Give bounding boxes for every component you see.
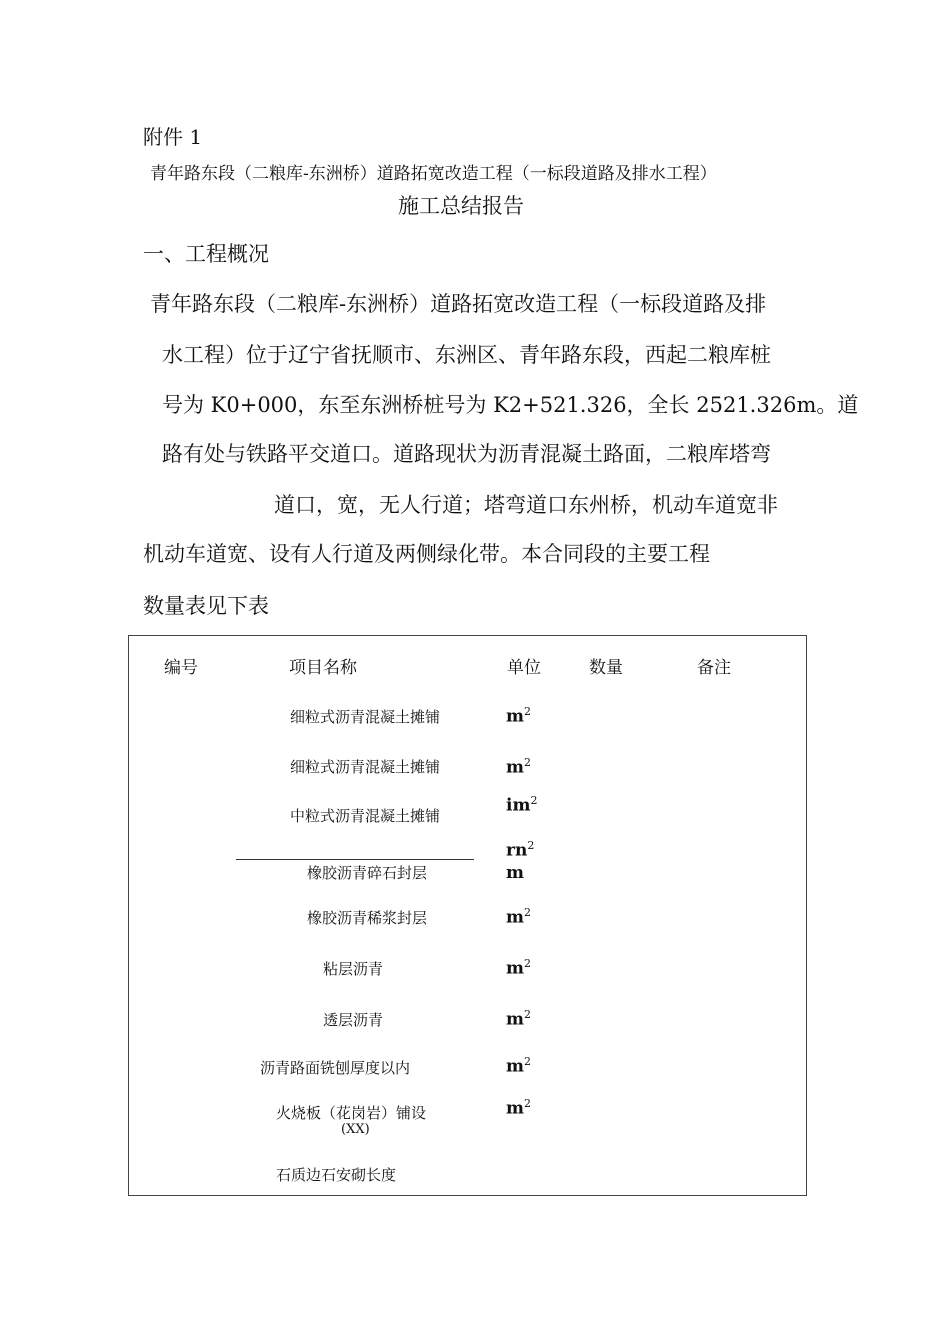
table-row-unit: $m^2$ — [506, 705, 531, 727]
table-row-item-name: 细粒式沥青混凝土摊铺 — [290, 758, 441, 776]
table-row-item-name: 中粒式沥青混凝土摊铺 — [290, 807, 441, 825]
table-row-item-name: 火烧板（花岗岩）铺设 — [276, 1104, 427, 1122]
table-row-unit: $m^2$ — [506, 1008, 531, 1030]
table-row-unit: $im^2$ — [506, 794, 538, 816]
table-header-note: 备注 — [697, 658, 731, 678]
quantity-table — [128, 635, 807, 1196]
paragraph-line: 青年路东段（二粮库-东洲桥）道路拓宽改造工程（一标段道路及排 — [150, 292, 767, 316]
table-row-item-name: 橡胶沥青碎石封层 — [307, 864, 428, 882]
paragraph-line: 号为 K0+000，东至东洲桥桩号为 K2+521.326，全长 2521.326m。道 — [162, 393, 859, 417]
table-header-unit: 单位 — [507, 658, 541, 678]
table-row-unit: $m^2$ — [506, 906, 531, 928]
table-row-item-name: 石质边石安砌长度 — [276, 1166, 397, 1184]
attachment-label: 附件 1 — [143, 125, 203, 149]
table-row-unit: $rn^2$ — [506, 839, 535, 861]
section-heading: 一、工程概况 — [143, 242, 269, 266]
paragraph-line: 水工程）位于辽宁省抚顺市、东洲区、青年路东段，西起二粮库桩 — [162, 343, 771, 367]
table-header-qty: 数量 — [589, 658, 623, 678]
table-row-item-name-sub: (XX) — [341, 1122, 370, 1137]
document-subtitle: 施工总结报告 — [398, 194, 524, 218]
table-rule-line — [236, 859, 474, 860]
paragraph-line: 路有处与铁路平交道口。道路现状为沥青混凝土路面，二粮库塔弯 — [162, 442, 771, 466]
table-row-unit: $m^2$ — [506, 957, 531, 979]
table-row-unit-extra: m — [506, 863, 524, 883]
table-row-item-name: 粘层沥青 — [323, 960, 384, 978]
table-row-unit: $m^2$ — [506, 1097, 531, 1119]
table-header-name: 项目名称 — [289, 658, 357, 678]
table-row-item-name: 细粒式沥青混凝土摊铺 — [290, 708, 441, 726]
table-header-no: 编号 — [164, 658, 198, 678]
table-row-item-name: 橡胶沥青稀浆封层 — [307, 909, 428, 927]
paragraph-line: 机动车道宽、设有人行道及两侧绿化带。本合同段的主要工程 — [143, 542, 710, 566]
paragraph-line: 道口，宽，无人行道；塔弯道口东州桥，机动车道宽非 — [274, 493, 778, 517]
paragraph-line: 数量表见下表 — [143, 594, 269, 618]
table-row-item-name: 沥青路面铣刨厚度以内 — [260, 1059, 411, 1077]
table-row-unit: $m^2$ — [506, 1055, 531, 1077]
table-row-unit: $m^2$ — [506, 756, 531, 778]
table-row-item-name: 透层沥青 — [323, 1011, 384, 1029]
document-title: 青年路东段（二粮库-东洲桥）道路拓宽改造工程（一标段道路及排水工程） — [150, 164, 717, 184]
